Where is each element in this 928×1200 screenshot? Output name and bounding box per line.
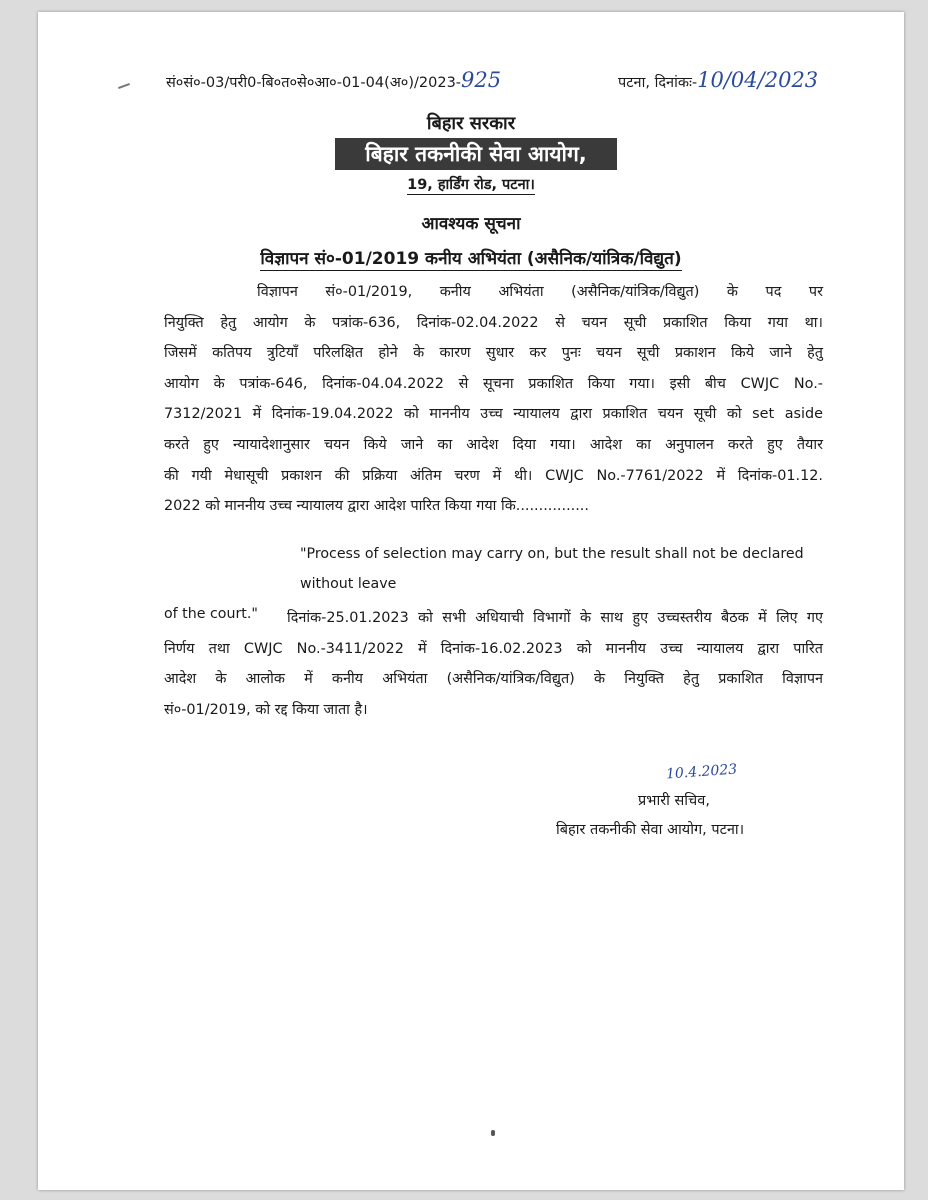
commission-address: 19, हार्डिंग रोड, पटना।	[407, 177, 535, 193]
handwritten-signature: 10.4.2023	[665, 761, 738, 783]
paragraph-2	[164, 603, 823, 725]
paragraph-line: जिसमें कतिपय त्रुटियाँ परिलक्षित होने के कारण सुधार कर पुनः चयन सूची प्रकाशन किये जाने हेतु	[164, 345, 823, 362]
quote-line: "Process of selection may carry on, but the result shall not be declared without leave	[300, 546, 804, 592]
paragraph-line: की गयी मेधासूची प्रकाशन की प्रक्रिया अंतिम चरण में थी। CWJC No.-7761/2022 में दिनांक-01.12.	[164, 467, 823, 484]
paragraph-line: 7312/2021 में दिनांक-19.04.2022 को माननीय उच्च न्यायालय द्वारा प्रकाशित चयन सूची को set aside	[164, 406, 823, 423]
paragraph-line: दिनांक-25.01.2023 को सभी अधियाची विभागों के साथ हुए उच्चस्तरीय बैठक में लिए गए	[287, 610, 823, 626]
notice-subject: विज्ञापन सं०-01/2019 कनीय अभियंता (असैनिक/यांत्रिक/विद्युत)	[260, 249, 682, 269]
notice-title: आवश्यक सूचना	[421, 214, 521, 234]
government-name: बिहार सरकार	[426, 113, 516, 134]
paragraph-line: नियुक्ति हेतु आयोग के पत्रांक-636, दिनांक-02.04.2022 से चयन सूची प्रकाशित किया गया था।	[164, 314, 823, 331]
paragraph-line: 2022 को माननीय उच्च न्यायालय द्वारा आदेश पारित किया गया कि................	[164, 498, 589, 515]
paragraph-line: करते हुए न्यायादेशानुसार चयन किये जाने का आदेश दिया गया। आदेश का अनुपालन करते हुए तैयार	[164, 436, 823, 453]
document-page	[38, 12, 904, 1190]
issue-date	[618, 68, 818, 92]
paragraph-1	[164, 277, 823, 522]
paragraph-line: आयोग के पत्रांक-646, दिनांक-04.04.2022 से सूचना प्रकाशित किया गया। इसी बीच CWJC No.-	[164, 375, 823, 392]
paragraph-line: आदेश के आलोक में कनीय अभियंता (असैनिक/यांत्रिक/विद्युत) के नियुक्ति हेतु प्रकाशित विज्ञापन	[164, 671, 823, 688]
paragraph-line: विज्ञापन सं०-01/2019, कनीय अभियंता (असैनिक/यांत्रिक/विद्युत) के पद पर	[257, 284, 823, 300]
paragraph-line: निर्णय तथा CWJC No.-3411/2022 में दिनांक-16.02.2023 को माननीय उच्च न्यायालय द्वारा पारित	[164, 640, 823, 657]
commission-name: बिहार तकनीकी सेवा आयोग,	[335, 138, 617, 170]
paragraph-line: सं०-01/2019, को रद्द किया जाता है।	[164, 701, 368, 718]
reference-handwritten: 925	[461, 68, 502, 92]
date-label: पटना, दिनांकः-	[618, 75, 698, 91]
quote-line: of the court."	[164, 606, 258, 622]
signatory-designation: प्रभारी सचिव,	[638, 793, 710, 809]
signatory-office: बिहार तकनीकी सेवा आयोग, पटना।	[556, 822, 745, 838]
date-handwritten: 10/04/2023	[697, 68, 819, 92]
page-speck	[491, 1130, 495, 1136]
margin-mark	[118, 83, 130, 89]
reference-number	[166, 68, 501, 92]
reference-printed: सं०सं०-03/परी0-बि०त०से०आ०-01-04(अ०)/2023-	[166, 75, 462, 91]
